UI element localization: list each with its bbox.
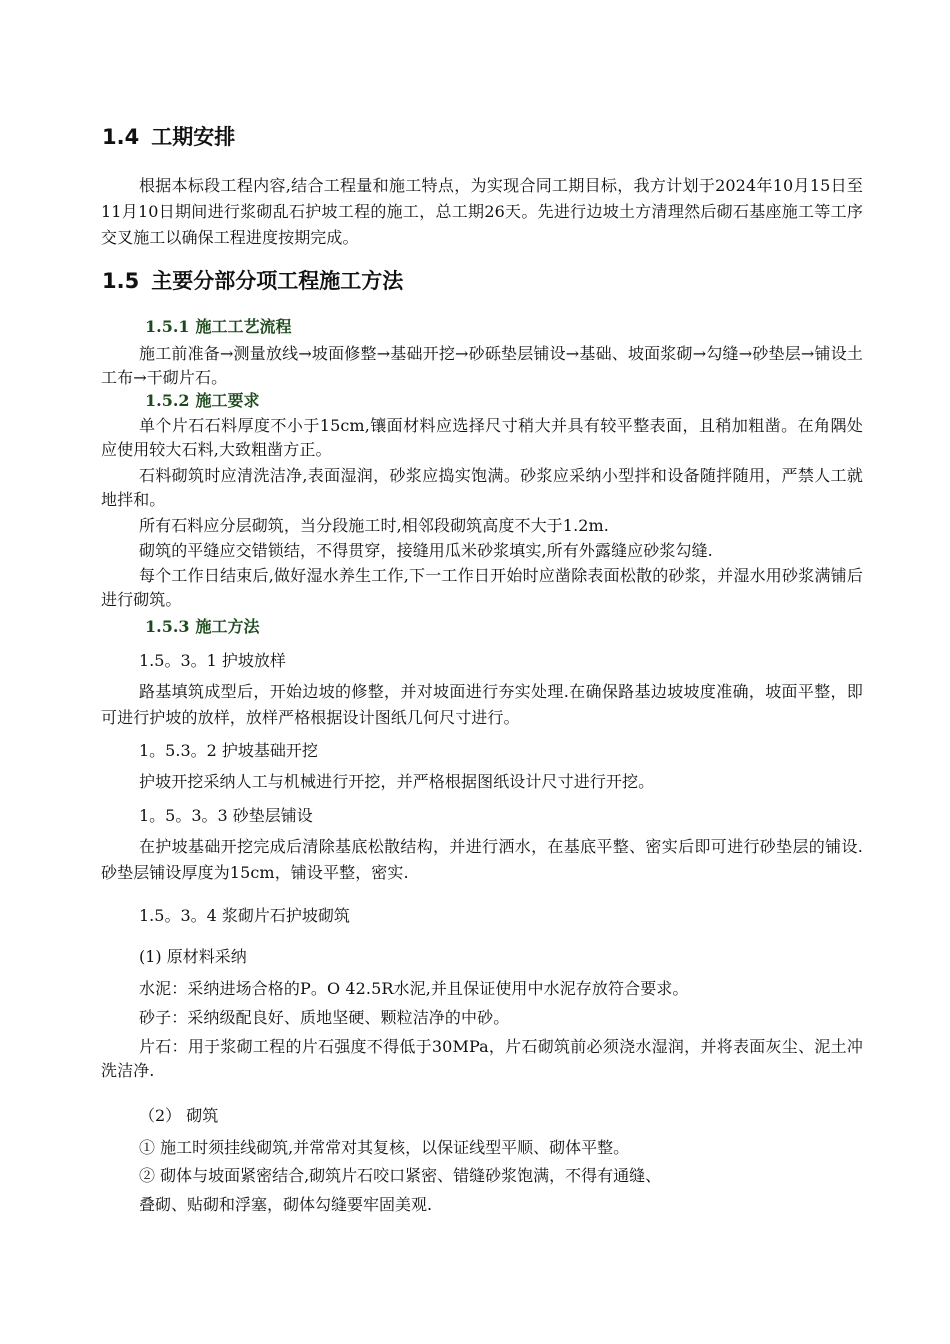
heading-1-4 xyxy=(102,124,235,150)
subheading-masonry-slope: 1.5。3。4 浆砌片石护坡砌筑 xyxy=(139,906,350,925)
paragraph-process-flow: 施工前准备→测量放线→坡面修整→基础开挖→砂砾垫层铺设→基础、坡面浆砌→勾缝→砂垫层→铺设土工布→干砌片石。 xyxy=(101,344,863,387)
subheading-sand-cushion: 1。5。3。3 砂垫层铺设 xyxy=(139,806,313,825)
paragraph-requirement-4: 砌筑的平缝应交错锁结，不得贯穿，接缝用瓜米砂浆填实,所有外露缝应砂浆勾缝. xyxy=(139,541,713,560)
paragraph-schedule: 根据本标段工程内容,结合工程量和施工特点，为实现合同工期目标，我方计划于2024年10月15日至11月10日期间进行浆砌乱石护坡工程的施工，总工期26天。先进行边坡土方清理然后砌石基座施工等工序交叉施工以确保工程进度按期完成。 xyxy=(101,176,863,247)
paragraph-stone: 片石：用于浆砌工程的片石强度不得低于30MPa，片石砌筑前必须浇水湿润，并将表面灰尘、泥土冲洗洁净. xyxy=(101,1037,863,1080)
heading-title: 主要分部分项工程施工方法 xyxy=(151,269,404,293)
heading-1-5 xyxy=(102,268,403,294)
heading-number: 1.4 xyxy=(102,125,140,149)
list-item-2-continued: 叠砌、贴砌和浮塞，砌体勾缝要牢固美观. xyxy=(139,1195,433,1214)
heading-number: 1.5.1 xyxy=(145,317,190,336)
paragraph-requirement-3: 所有石料应分层砌筑，当分段施工时,相邻段砌筑高度不大于1.2m. xyxy=(139,516,609,535)
heading-title: 施工工艺流程 xyxy=(195,317,292,336)
paragraph-sand: 砂子：采纳级配良好、质地坚硬、颗粒洁净的中砂。 xyxy=(139,1008,510,1027)
heading-title: 工期安排 xyxy=(151,125,236,149)
subheading-raw-materials: (1) 原材料采纳 xyxy=(139,947,247,966)
heading-number: 1.5 xyxy=(102,269,140,293)
heading-title: 施工要求 xyxy=(195,391,260,410)
heading-1-5-1 xyxy=(145,316,292,338)
subheading-slope-layout: 1.5。3。1 护坡放样 xyxy=(139,651,286,670)
list-item-2: ② 砌体与坡面紧密结合,砌筑片石咬口紧密、错缝砂浆饱满，不得有通缝、 xyxy=(139,1166,662,1185)
paragraph-requirement-2: 石料砌筑时应清洗洁净,表面湿润，砂浆应捣实饱满。砂浆应采纳小型拌和设备随拌随用，严禁人工就地拌和。 xyxy=(101,466,863,509)
paragraph-sand-cushion: 在护坡基础开挖完成后清除基底松散结构，并进行洒水，在基底平整、密实后即可进行砂垫层的铺设.砂垫层铺设厚度为15cm，铺设平整，密实. xyxy=(101,837,863,882)
list-item-1: ① 施工时须挂线砌筑,并常常对其复核，以保证线型平顺、砌体平整。 xyxy=(139,1138,630,1157)
paragraph-requirement-5: 每个工作日结束后,做好湿水养生工作,下一工作日开始时应凿除表面松散的砂浆，并湿水用砂浆满铺后进行砌筑。 xyxy=(101,566,863,609)
paragraph-foundation-excavation: 护坡开挖采纳人工与机械进行开挖，并严格根据图纸设计尺寸进行开挖。 xyxy=(139,772,655,791)
subheading-foundation-excavation: 1。5.3。2 护坡基础开挖 xyxy=(139,741,318,760)
paragraph-slope-layout: 路基填筑成型后，开始边坡的修整，并对坡面进行夯实处理.在确保路基边坡坡度准确，坡面平整，即可进行护坡的放样，放样严格根据设计图纸几何尺寸进行。 xyxy=(101,682,863,727)
heading-number: 1.5.2 xyxy=(145,391,190,410)
heading-number: 1.5.3 xyxy=(145,617,190,636)
paragraph-requirement-1: 单个片石石料厚度不小于15cm,镶面材料应选择尺寸稍大并具有较平整表面，且稍加粗凿。在角隅处应使用较大石料,大致粗凿方正。 xyxy=(101,416,863,459)
heading-title: 施工方法 xyxy=(195,617,260,636)
paragraph-cement: 水泥：采纳进场合格的P。O 42.5R水泥,并且保证使用中水泥存放符合要求。 xyxy=(139,979,689,998)
heading-1-5-2 xyxy=(145,390,260,412)
subheading-masonry: （2） 砌筑 xyxy=(139,1106,219,1125)
heading-1-5-3 xyxy=(145,616,260,638)
